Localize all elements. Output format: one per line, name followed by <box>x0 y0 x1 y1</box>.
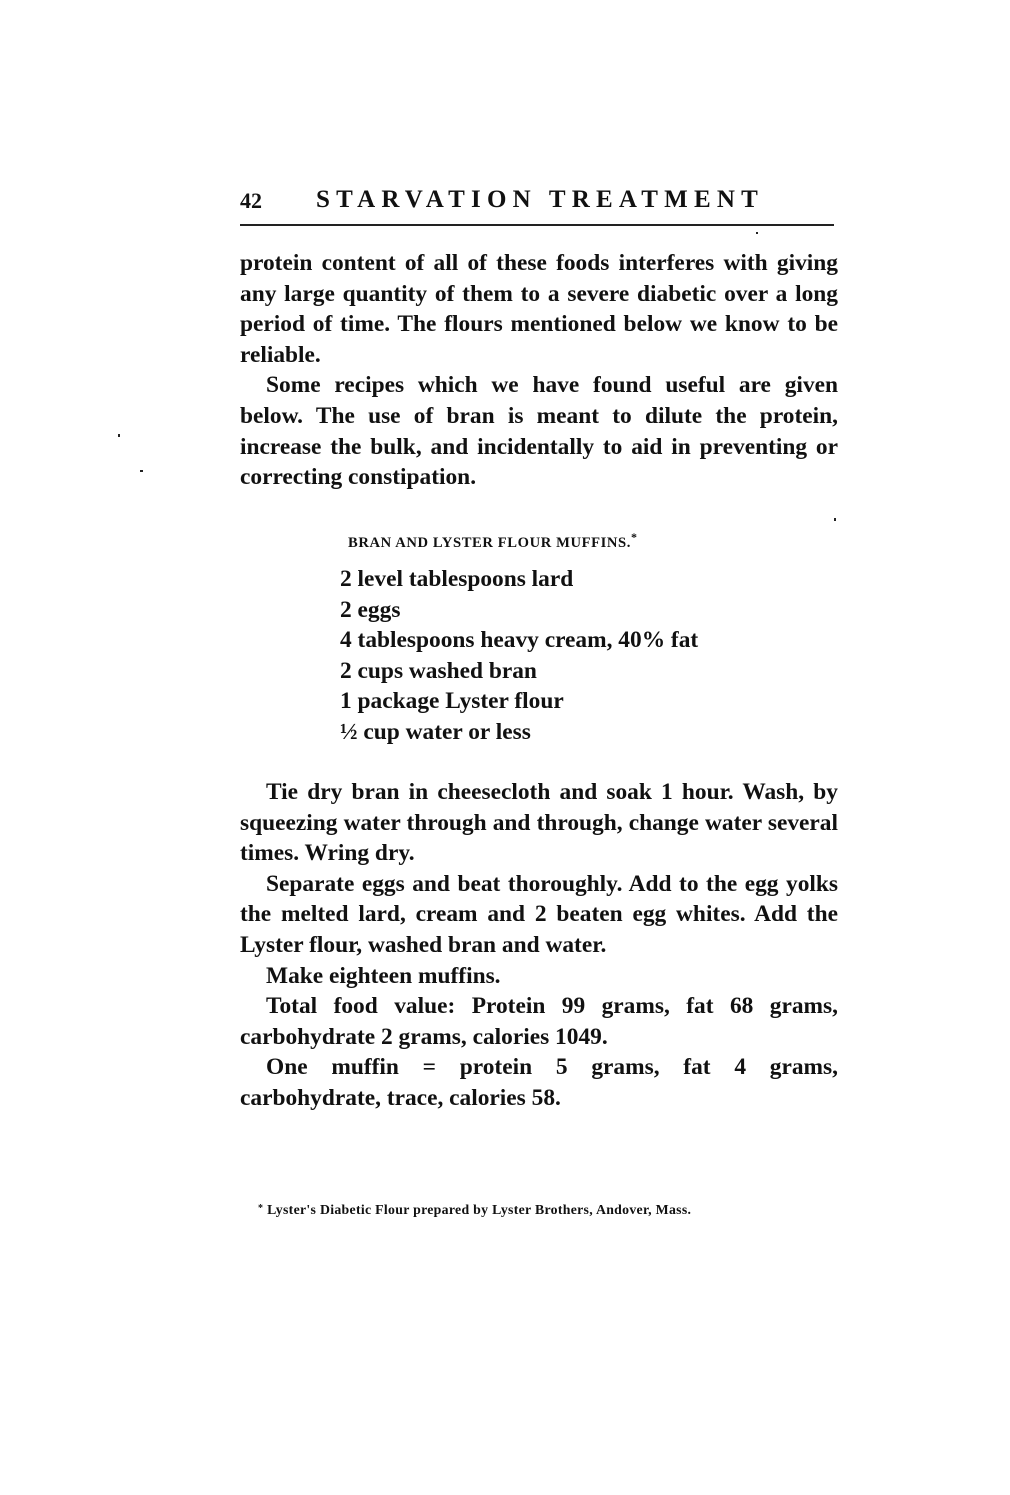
recipe-title-text: BRAN AND LYSTER FLOUR MUFFINS. <box>348 535 632 551</box>
food-value-total: Total food value: Protein 99 grams, fat 68 grams, carbohydrate 2 grams, calories 1049. <box>240 993 838 1050</box>
footnote-text: Lyster's Diabetic Flour prepared by Lyster Brothers, Andover, Mass. <box>267 1202 692 1217</box>
food-value-per-muffin: One muffin = protein 5 grams, fat 4 grams, carbohydrate, trace, calories 58. <box>240 1054 838 1111</box>
method-paragraph: Make eighteen muffins. <box>266 962 501 989</box>
ingredient-item: ½ cup water or less <box>340 718 531 745</box>
ingredient-item: 4 tablespoons heavy cream, 40% fat <box>340 627 699 654</box>
ingredient-item: 2 cups washed bran <box>340 657 537 684</box>
running-title: STARVATION TREATMENT <box>316 186 764 213</box>
method-paragraph: Tie dry bran in cheesecloth and soak 1 hour. Wash, by squeezing water through and through, change water several times. Wring dry. <box>240 779 838 867</box>
ingredient-item: 2 level tablespoons lard <box>340 566 574 592</box>
print-speck <box>756 232 758 234</box>
footnote-marker: * <box>631 530 638 544</box>
print-speck <box>140 470 143 472</box>
running-head <box>240 186 838 220</box>
paragraph: Some recipes which we have found useful are given below. The use of bran is meant to dilute the protein, increase the bulk, and incidentally to aid in preventing or correcting constipation. <box>240 372 838 491</box>
footnote-marker: * <box>258 1203 264 1214</box>
header-rule <box>240 224 834 226</box>
intro-text <box>240 248 838 493</box>
page-number: 42 <box>240 188 262 213</box>
ingredient-item: 1 package Lyster flour <box>340 688 564 715</box>
paragraph: protein content of all of these foods interferes with giving any large quantity of them to a severe diabetic over a long period of time. The flours mentioned below we know to be reliable. <box>240 250 838 368</box>
footnote <box>258 1202 691 1218</box>
ingredient-item: 2 eggs <box>340 596 401 623</box>
recipe-method <box>240 777 838 1114</box>
recipe-title <box>348 530 638 552</box>
method-paragraph: Separate eggs and beat thoroughly. Add to the egg yolks the melted lard, cream and 2 beaten egg whites. Add the Lyster flour, washed bran and water. <box>240 870 838 958</box>
book-page <box>240 186 838 1217</box>
print-speck <box>118 434 120 437</box>
print-speck <box>834 518 836 521</box>
ingredient-list <box>340 564 698 748</box>
